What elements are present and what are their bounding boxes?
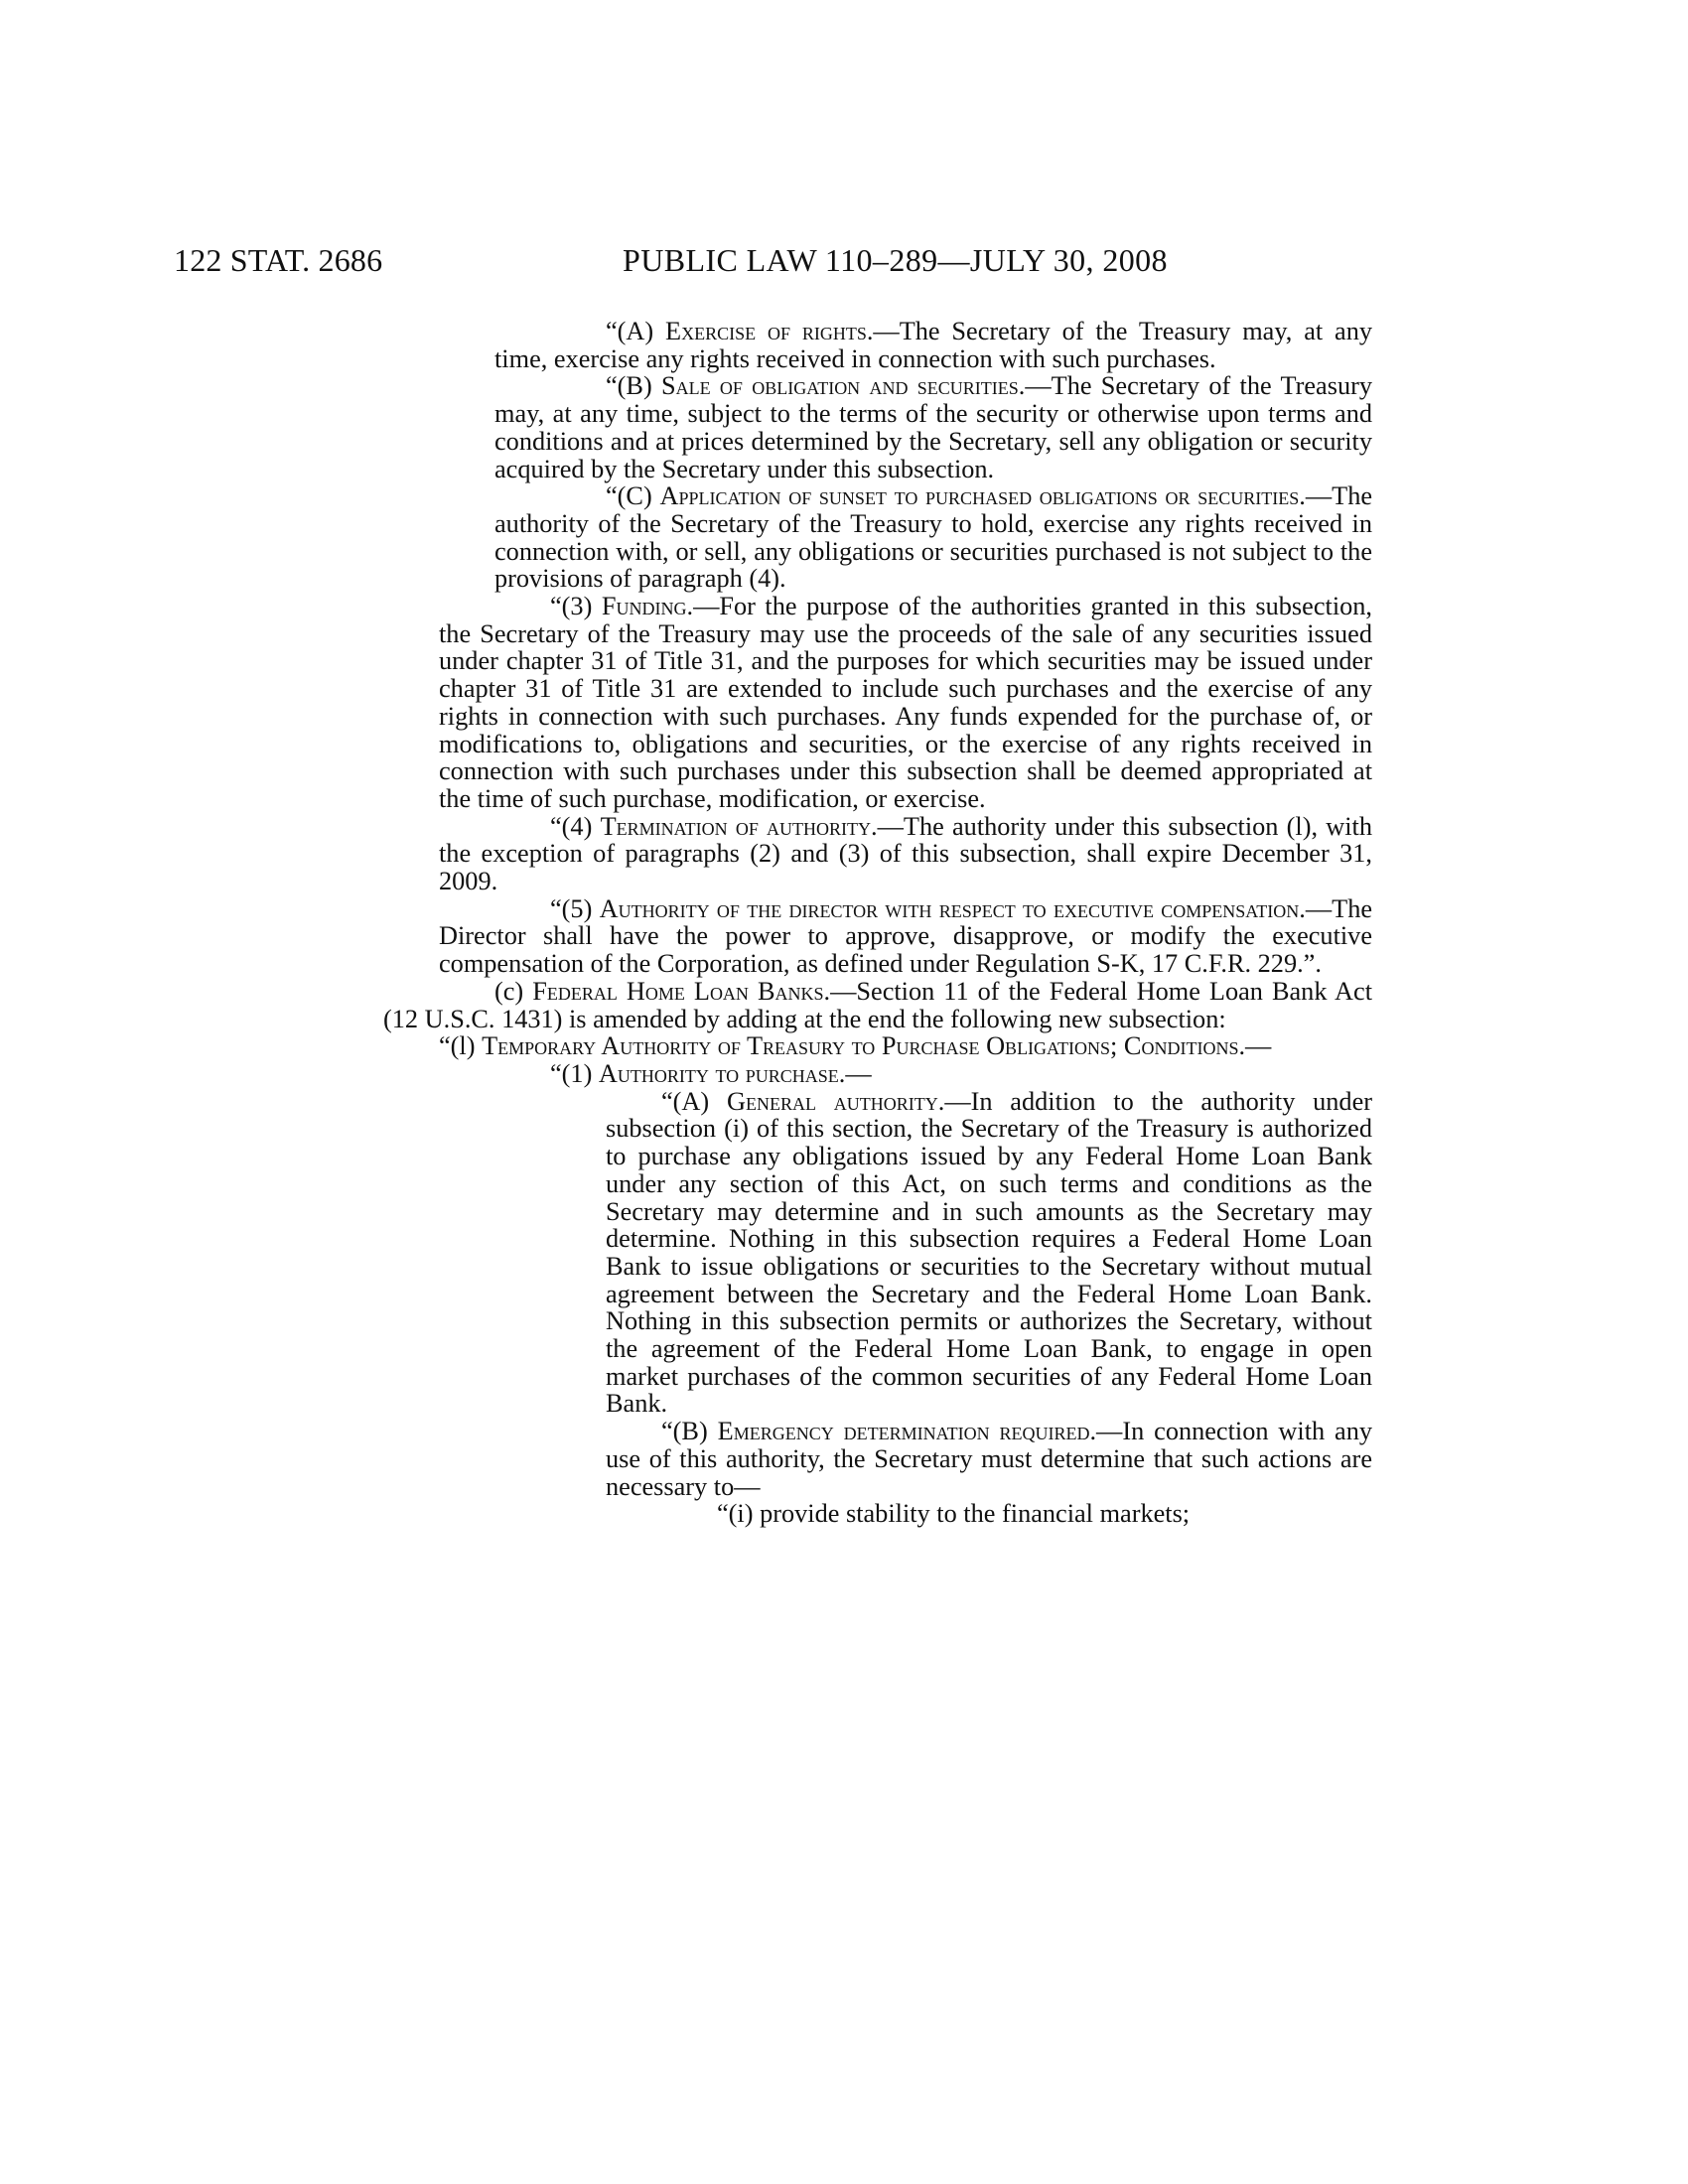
paragraph-number: “(3) [550, 592, 593, 621]
paragraph-number: “(5) [550, 893, 593, 923]
paragraph-4-termination [439, 813, 1372, 895]
subsection-text: — [1245, 1031, 1272, 1061]
subparagraph-b-emergency-determination [606, 1418, 1372, 1500]
paragraph-5-director-authority [439, 895, 1372, 978]
statute-reference: 122 STAT. 2686 [174, 242, 383, 278]
paragraph-text: — [845, 1058, 872, 1088]
paragraph-number: “(4) [550, 811, 593, 841]
subparagraph-number: “(C) [606, 481, 652, 511]
subparagraph-number: “(A) [661, 1086, 710, 1116]
subparagraph-heading: Emergency determination required. [717, 1417, 1097, 1446]
paragraph-number: “(1) [550, 1058, 593, 1088]
subparagraph-heading: Sale of obligation and securities. [661, 371, 1026, 401]
subparagraph-heading: Application of sunset to purchased obligations or securities. [659, 481, 1306, 511]
subparagraph-text: —In connection with any use of this authority, the Secretary must determine that such actions are necessary to— [606, 1417, 1373, 1501]
section-c-federal-home-loan-banks [383, 978, 1372, 1032]
paragraph-heading: Authority of the director with respect to executive compensation. [599, 893, 1306, 923]
subparagraph-b-sale-of-obligation [494, 372, 1372, 482]
subparagraph-number: “(A) [606, 317, 654, 345]
subparagraph-a-general-authority [606, 1088, 1372, 1418]
section-text: —Section 11 of the Federal Home Loan Bank Act (12 U.S.C. 1431) is amended by adding at the end the following new subsection: [383, 976, 1373, 1033]
subparagraph-text: —The Secretary of the Treasury may, at any time, subject to the terms of the security or otherwise upon terms and conditions and at prices determined by the Secretary, sell any obligation or security acquired by the Secretary under this subsection. [494, 371, 1372, 483]
subsection-l-temporary-authority [383, 1032, 1372, 1060]
subsection-number: “(l) [439, 1031, 476, 1061]
paragraph-text: —For the purpose of the authorities granted in this subsection, the Secretary of the Treasury may use the proceeds of the sale of any securities issued under chapter 31 of Title 31, and the purposes for which securities may be issued under chapter 31 of Title 31 are extended to include such purchases and the exercise of any rights in connection with such purchases. Any funds expended for the purchase of, or modifications to, obligations and securities, or the exercise of any rights received in connection with such purchases under this subsection shall be deemed appropriated at the time of such purchase, modification, or exercise. [439, 592, 1372, 813]
subparagraph-c-application-of-sunset [494, 482, 1372, 593]
subparagraph-number: “(B) [661, 1417, 708, 1446]
subparagraph-heading: Exercise of rights. [665, 317, 874, 345]
subparagraph-heading: General authority. [726, 1086, 945, 1116]
paragraph-text: —The authority under this subsection (l), with the exception of paragraphs (2) and (3) of this subsection, shall expire December 31, 2009. [439, 811, 1372, 896]
subsection-heading: Temporary Authority of Treasury to Purchase Obligations; Conditions. [482, 1031, 1246, 1061]
paragraph-3-funding [439, 593, 1372, 813]
subparagraph-text: —The authority of the Secretary of the Treasury to hold, exercise any rights received in connection with, or sell, any obligations or securities purchased is not subject to the provisions of paragraph (4). [494, 481, 1373, 594]
paragraph-heading: Funding. [601, 592, 694, 621]
public-law-title: PUBLIC LAW 110–289—JULY 30, 2008 [623, 242, 1168, 278]
subparagraph-text: —The Secretary of the Treasury may, at any time, exercise any rights received in connection with such purchases. [494, 317, 1372, 373]
paragraph-1-authority-to-purchase [439, 1060, 1372, 1088]
paragraph-heading: Termination of authority. [600, 811, 878, 841]
clause-text: “(i) provide stability to the financial markets; [717, 1499, 1191, 1529]
subparagraph-text: —In addition to the authority under subsection (i) of this section, the Secretary of the Treasury is authorized to purchase any obligations issued by any Federal Home Loan Bank under any section of this Act, on such terms and conditions as the Secretary may determine and in such amounts as the Secretary may determine. Nothing in this subsection requires a Federal Home Loan Bank to issue obligations or securities to the Secretary without mutual agreement between the Secretary and the Federal Home Loan Bank. Nothing in this subsection permits or authorizes the Secretary, without the agreement of the Federal Home Loan Bank, to engage in open market purchases of the common securities of any Federal Home Loan Bank. [606, 1086, 1373, 1419]
paragraph-text: —The Director shall have the power to approve, disapprove, or modify the executive compensation of the Corporation, as defined under Regulation S-K, 17 C.F.R. 229.”. [439, 893, 1373, 979]
subparagraph-number: “(B) [606, 371, 652, 401]
section-number: (c) [494, 976, 524, 1006]
statute-body [383, 317, 1373, 1529]
clause-i-provide-stability [606, 1500, 1372, 1528]
subparagraph-a-exercise-of-rights [494, 318, 1372, 372]
section-heading: Federal Home Loan Banks. [532, 976, 831, 1006]
paragraph-heading: Authority to purchase. [598, 1058, 846, 1088]
